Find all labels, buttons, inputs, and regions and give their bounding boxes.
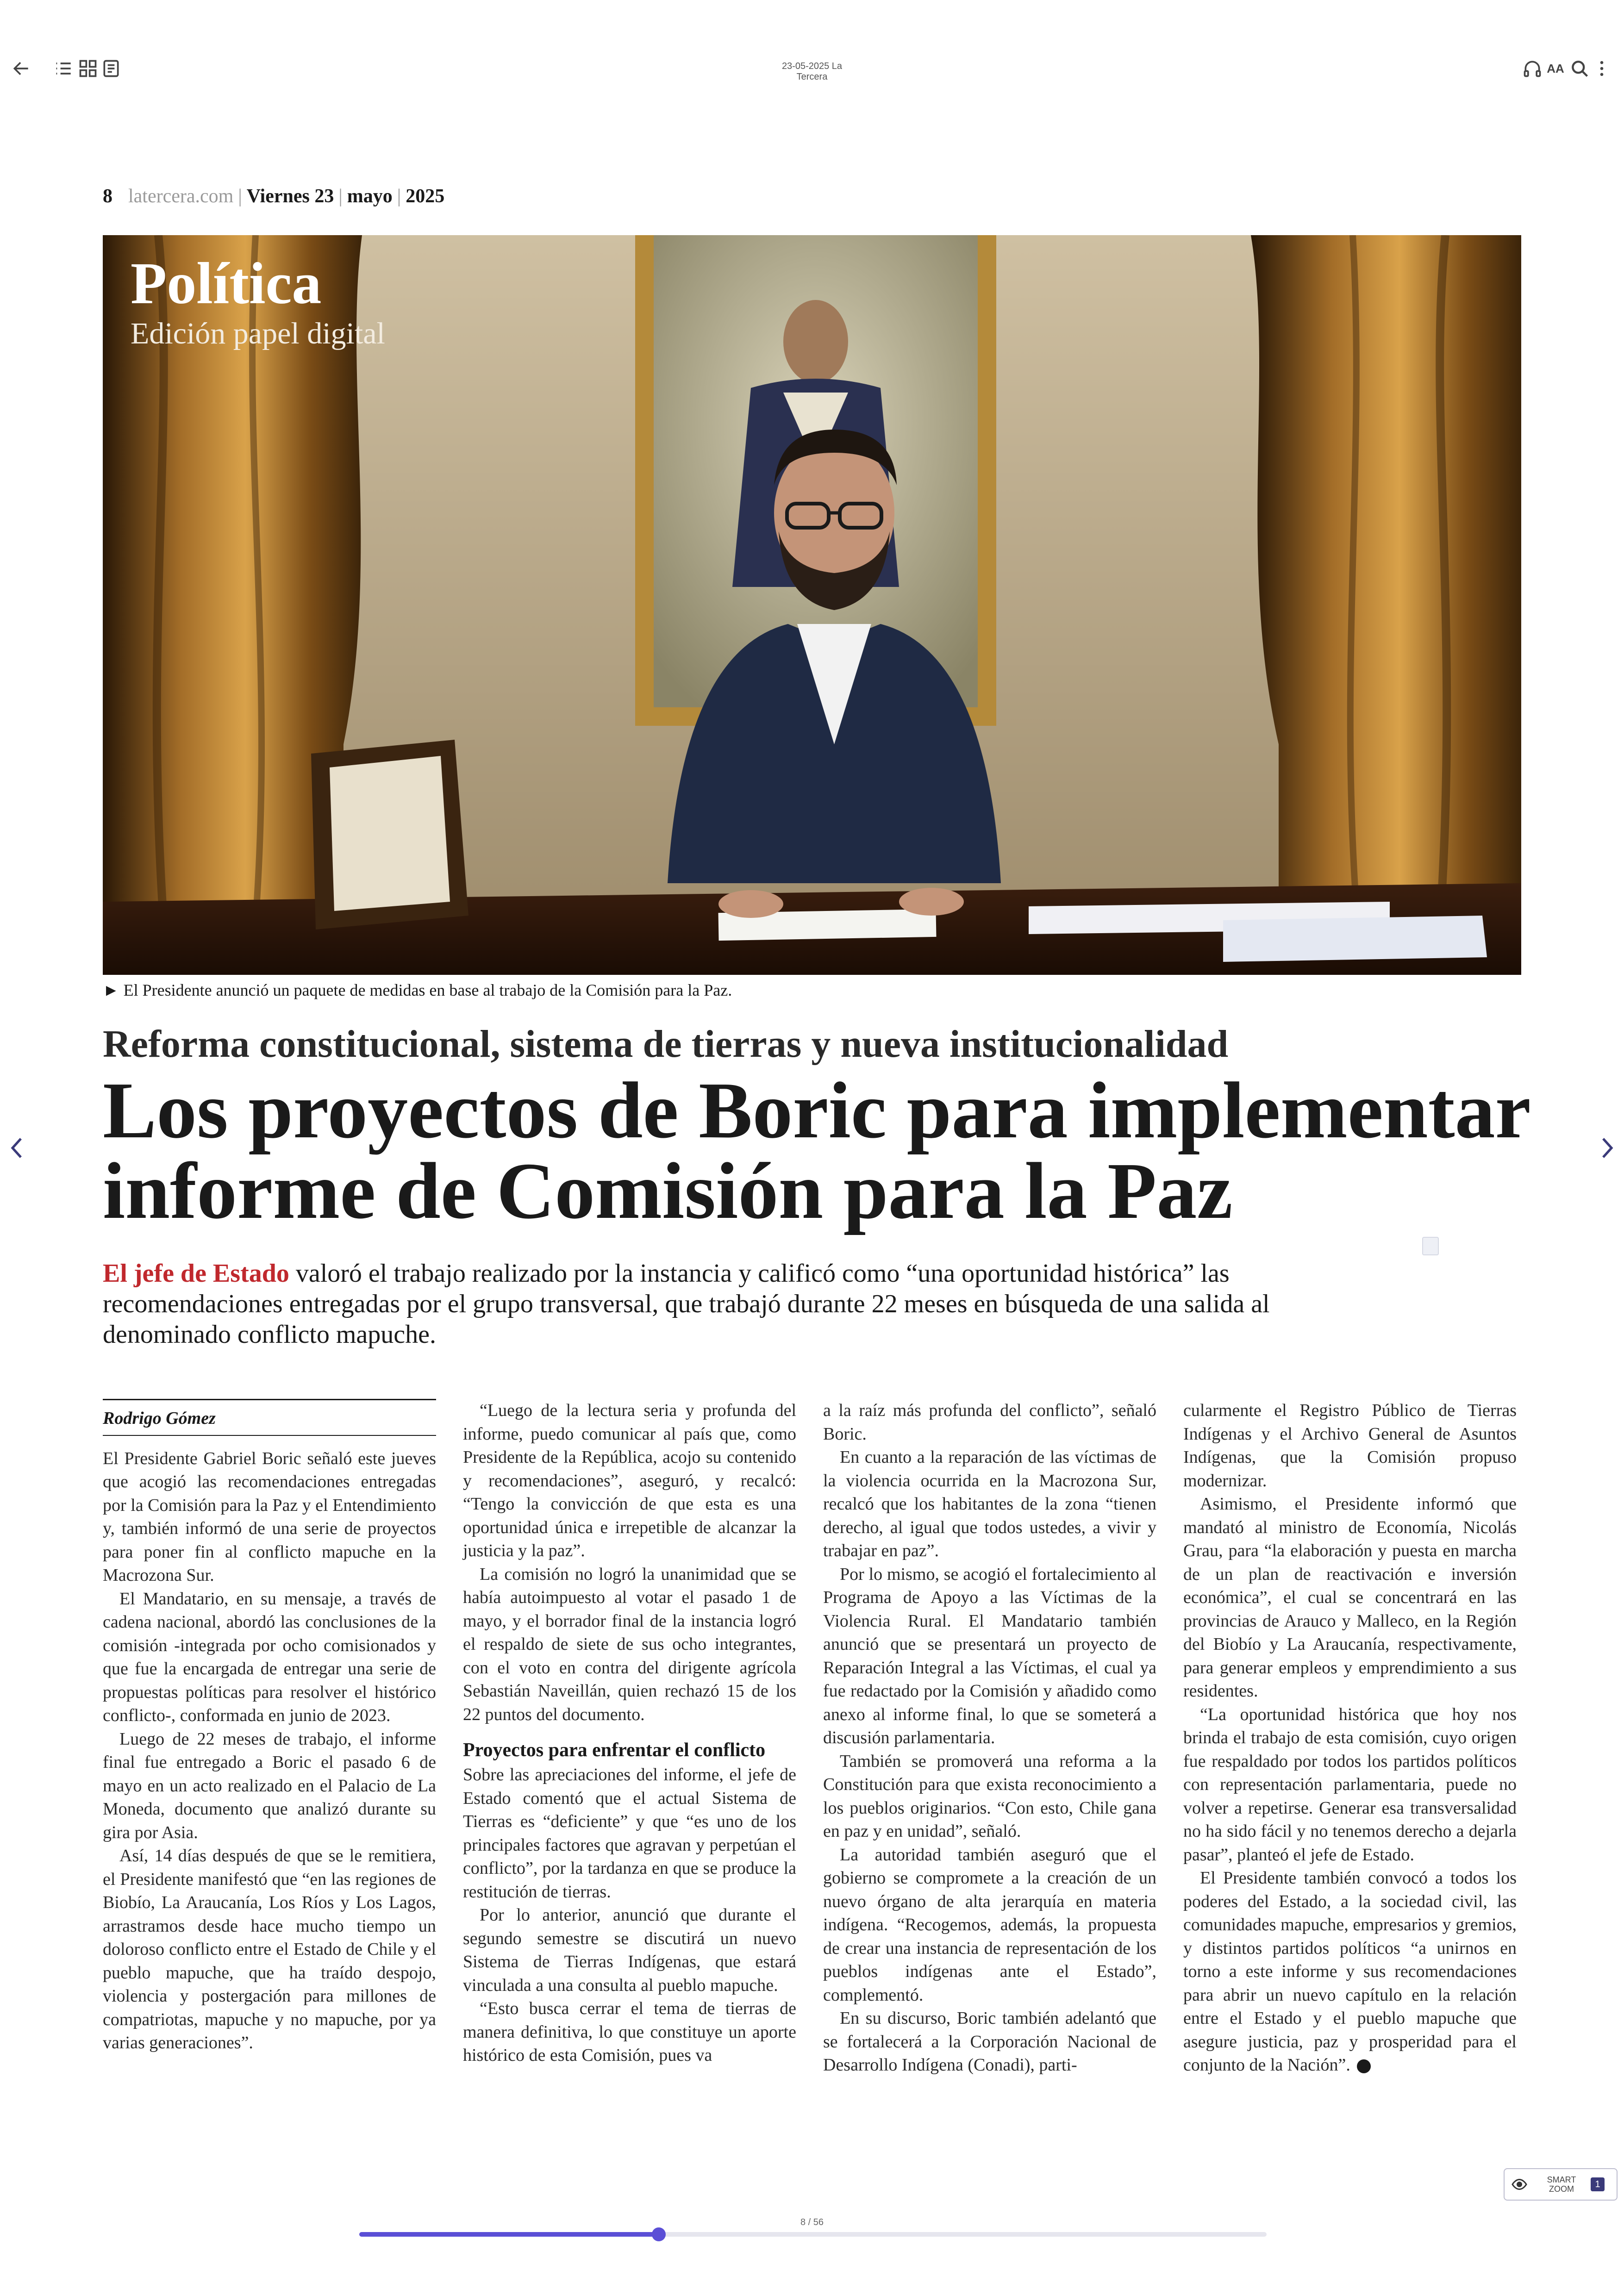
paragraph: Asimismo, el Presidente informó que mandató al ministro de Economía, Nicolás Grau, para “la elaboración y puesta en marcha de un plan de reactivación e inversión económica”, el cual se concentrará en las provincias de Arauco y Malleco, en la Región del Biobío y La Araucanía, respectivamente, para generar empleos y emprendimiento a sus residentes. [1183, 1494, 1517, 1701]
paragraph: Por lo anterior, anunció que durante el segundo semestre se discutirá un nuevo Sistema de Tierras Indígenas, que estará vinculada a una consulta al pueblo mapuche. [463, 1905, 796, 1995]
folio-year: 2025 [406, 186, 445, 207]
separator: | [397, 186, 401, 207]
kicker: Reforma constitucional, sistema de tierras y nueva institucionalidad [103, 1023, 1229, 1066]
page-number: 8 [103, 186, 112, 207]
end-of-article-icon [1357, 2059, 1371, 2073]
page-indicator: 8 / 56 [800, 2217, 824, 2227]
hero-photo [103, 235, 1521, 975]
site-name: latercera.com [128, 186, 234, 207]
paragraph: En cuanto a la reparación de las víctimas de la violencia ocurrida en la Macrozona Sur, recalcó que los habitantes de la zona “tienen derecho, al igual que todos ustedes, a vivir y trabajar en paz”. [823, 1447, 1156, 1560]
smart-zoom-label: SMART ZOOM [1547, 2175, 1576, 2194]
text-size-icon[interactable]: AA [1547, 61, 1564, 75]
paragraph: También se promoverá una reforma a la Constitución para que exista reconocimiento a los pueblos originarios. “Con esto, Chile gana en paz y en unidad”, señaló. [823, 1751, 1156, 1841]
paragraph: cularmente el Registro Público de Tierras Indígenas y el Archivo General de Asuntos Indígenas, que la Comisión propuso modernizar. [1183, 1401, 1517, 1491]
article-column-4 [1183, 1399, 1517, 2077]
paragraph: El Presidente Gabriel Boric señaló este jueves que acogió las recomendaciones entregadas por la Comisión para la Paz y el Entendimiento y, también informó de una serie de proyectos para poner fin al conflicto mapuche en la Macrozona Sur. [103, 1448, 436, 1585]
paragraph: Así, 14 días después de que se le remitiera, el Presidente manifestó que “en las regiones de Biobío, La Araucanía, Los Ríos y Los Lagos, arrastramos desde hace mucho tiempo un doloroso conflicto entre el Estado de Chile y el pueblo mapuche, que ha traído despojo, violencia y postergación para millones de compatriotas, mapuche y no mapuche, por ya varias generaciones”. [103, 1846, 436, 2052]
folio-day: Viernes 23 [246, 186, 334, 207]
paragraph-text: El Presidente también convocó a todos los poderes del Estado, a la sociedad civil, las comunidades mapuche, empresarios y gremios, y distintos partidos políticos “a unirnos en torno a este informe y sus recomendaciones para abrir un nuevo capítulo en la relación entre el Estado y el pueblo mapuche que asegure justicia, paz y prosperidad para el conjunto de la Nación”. [1183, 1868, 1517, 2075]
chevron-left-icon [8, 1135, 26, 1161]
document-title: 23-05-2025 La Tercera [781, 61, 843, 82]
page-folio [103, 185, 444, 207]
paragraph: a la raíz más profunda del conflicto”, señaló Boric. [823, 1401, 1156, 1444]
page-slider[interactable] [359, 2232, 1267, 2237]
headline [103, 1066, 1538, 1235]
section-subtitle: Edición papel digital [131, 317, 385, 350]
separator: | [338, 186, 343, 207]
page-slider-handle[interactable] [652, 2227, 666, 2241]
article-icon[interactable] [97, 55, 125, 82]
next-page-button[interactable] [1591, 1129, 1623, 1166]
chevron-right-icon [1598, 1135, 1616, 1161]
article-column-2 [463, 1399, 796, 2067]
paragraph [1183, 1866, 1517, 2077]
smart-zoom-button[interactable] [1504, 2168, 1618, 2201]
paragraph: Por lo mismo, se acogió el fortalecimiento al Programa de Apoyo a las Víctimas de la Violencia Rural. El Mandatario también anunció que se presentará un proyecto de Reparación Integral a las Víctimas, el cual ya fue redactado por la Comisión y añadido como anexo al informe final, lo que se someterá a discusión parlamentaria. [823, 1564, 1156, 1747]
standfirst-lead: El jefe de Estado [103, 1259, 289, 1288]
headline-line: informe de Comisión para la Paz [103, 1146, 1233, 1235]
article-column-3 [823, 1399, 1156, 2077]
eye-icon [1511, 2176, 1528, 2193]
folio-month: mayo [347, 186, 393, 207]
previous-page-button[interactable] [1, 1129, 33, 1166]
paragraph: Sobre las apreciaciones del informe, el jefe de Estado comentó que el actual Sistema de Tierras es “deficiente” y que “es uno de los principales factores que agravan y perpetúan el conflicto”, por la tardanza en que se produce la restitución de tierras. [463, 1765, 796, 1902]
paragraph: “Esto busca cerrar el tema de tierras de manera definitiva, lo que constituye un aporte histórico de esta Comisión, pues va [463, 1999, 796, 2065]
list-icon[interactable] [50, 55, 78, 82]
separator: | [238, 186, 242, 207]
top-bar [0, 0, 1624, 134]
subheading: Proyectos para enfrentar el conflicto [463, 1740, 766, 1761]
paragraph: “La oportunidad histórica que hoy nos brinda el trabajo de esta comisión, cuyo origen fue respaldado por todos los partidos políticos con representación parlamentaria, puede no volver a repetirse. Generar esa transversalidad no ha sido fácil y no tenemos derecho a dejarla pasar”, planteó el jefe de Estado. [1183, 1704, 1517, 1865]
article-column-1 [103, 1399, 436, 2055]
note-icon[interactable] [1422, 1237, 1439, 1255]
smart-zoom-value: 1 [1591, 2177, 1605, 2191]
headline-line: Los proyectos de Boric para implementar [103, 1066, 1531, 1155]
back-arrow-icon[interactable] [7, 55, 35, 82]
paragraph: Luego de 22 meses de trabajo, el informe final fue entregado a Boric el pasado 6 de mayo en un acto realizado en el Palacio de La Moneda, documento que analizó durante su gira por Asia. [103, 1729, 436, 1842]
standfirst [103, 1258, 1306, 1350]
paragraph: La autoridad también aseguró que el gobierno se compromete a la creación de un nuevo órgano de alta jerarquía en materia indígena. “Recogemos, además, la propuesta de crear una instancia de representación de los pueblos indígenas ante el Estado”, complementó. [823, 1845, 1156, 2005]
page-slider-fill [359, 2232, 659, 2237]
photo-caption: ► El Presidente anunció un paquete de medidas en base al trabajo de la Comisión para la Paz. [103, 981, 732, 999]
more-vertical-icon[interactable] [1588, 55, 1616, 82]
paragraph: En su discurso, Boric también adelantó que se fortalecerá a la Corporación Nacional de Desarrollo Indígena (Conadi), parti- [823, 2008, 1156, 2075]
paragraph: El Mandatario, en su mensaje, a través de cadena nacional, abordó las conclusiones de la comisión -integrada por ocho comisionados y que fue la encargada de entregar una serie de propuestas políticas para resolver el histórico conflicto-, conformada en junio de 2023. [103, 1589, 436, 1725]
section-title: Política [131, 250, 322, 316]
paragraph: “Luego de la lectura seria y profunda del informe, puedo comunicar al país que, como Presidente de la República, acojo su contenido y recomendaciones”, aseguró, y recalcó: “Tengo la convicción de que esta es una oportunidad única e irrepetible de alcanzar la justicia y la paz”. [463, 1401, 796, 1560]
byline: Rodrigo Gómez [103, 1399, 436, 1436]
standfirst-text: valoró el trabajo realizado por la instancia y calificó como “una oportunidad histórica” las recomendaciones entregadas por el grupo transversal, que trabajó durante 22 meses en búsqueda de una salida al denominado conflicto mapuche. [103, 1259, 1270, 1349]
paragraph: La comisión no logró la unanimidad que se había autoimpuesto al votar el pasado 1 de mayo, y el borrador final de la instancia logró el respaldo de siete de sus ocho integrantes, con el voto en contra del dirigente agrícola Sebastián Naveillán, quien rechazó 15 de los 22 puntos del documento. [463, 1564, 796, 1724]
